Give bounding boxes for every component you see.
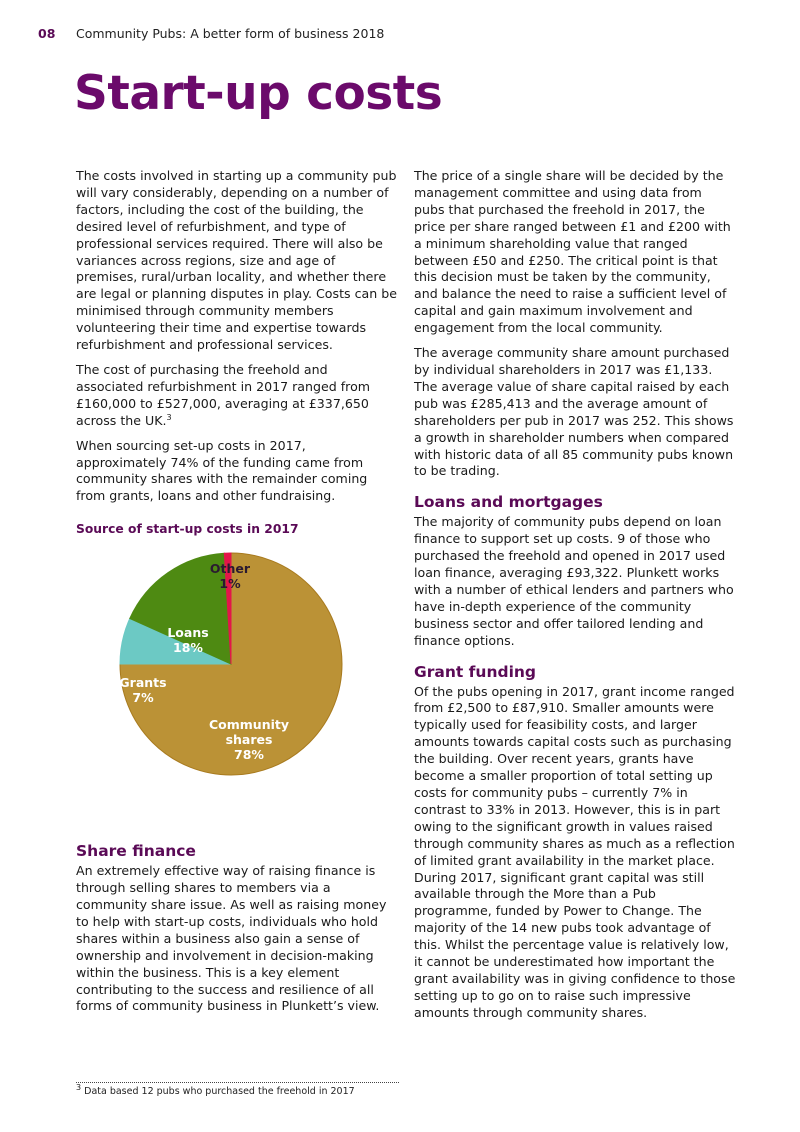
grant-funding-heading: Grant funding [414,662,537,681]
share-price-paragraph: The price of a single share will be decided by the management committee and using data from pubs that purchased the freehold in 2017, the price per share ranged between £1 and £200 with a minimum shareholding value that ranged between £50 and £250. The critical point is that this decision must be taken by the community, and balance the need to raise a sufficient level of capital and gain maximum involvement and engagement from the local community. [414,168,731,336]
footnote-divider [76,1082,399,1083]
chart-title: Source of start-up costs in 2017 [76,522,299,537]
page-number: 08 [38,26,56,41]
page-title: Start-up costs [74,66,443,121]
loans-paragraph: The majority of community pubs depend on loan finance to support set up costs. 9 of those who purchased the freehold and opened in 2017 used loan finance, averaging £93,322. Plunkett works with a number of ethical lenders and partners who have in-depth experience of the community business sector and offer tailored lending and finance options. [414,514,734,648]
pie-label-grants: Grants 7% [119,675,167,706]
pie-label-community-shares: Community shares 78% [208,717,290,763]
right-column [414,168,736,1030]
average-share-paragraph: The average community share amount purchased by individual shareholders in 2017 was £1,133. The average value of share capital raised by each pub was £285,413 and the average amount of shareholders per pub in 2017 was 252. This shows a growth in shareholder numbers when compared with historic data of all 85 community pubs known to be trading. [414,345,734,479]
pie-label-loans: Loans 18% [167,625,209,656]
footnote-marker: 3 [76,1082,82,1092]
freehold-cost-paragraph: The cost of purchasing the freehold and associated refurbishment in 2017 ranged from £160,000 to £527,000, averaging at £337,650 across the UK.$^3$ [76,361,371,428]
left-column [76,168,398,1023]
loans-heading: Loans and mortgages [414,493,603,512]
footnote-text: Data based 12 pubs who purchased the freehold in 2017 [84,1086,355,1097]
funding-sources-paragraph: When sourcing set-up costs in 2017, approximately 74% of the funding came from community shares with the remainder coming from grants, loans and other fundraising. [76,437,368,504]
footnote-ref[interactable]: 3 [166,412,172,422]
pie-chart [76,521,398,841]
grant-funding-paragraph: Of the pubs opening in 2017, grant income ranged from £2,500 to £87,910. Smaller amounts were typically used for feasibility costs, and larger amounts towards capital costs such as purchasing the building. Over recent years, grants have become a smaller proportion of total setting up costs for community pubs – currently 7% in contrast to 33% in 2013. However, this is in part owing to the significant growth in values raised through community shares as much as a reflection of limited grant availability in the market place. During 2017, significant grant capital was still available through the More than a Pub programme, funded by Power to Change. The majority of the 14 new pubs took advantage of this. Whilst the percentage value is relatively low, it cannot be underestimated how important the grant availability was in giving confidence to those setting up to go on to raise such impressive amounts through community shares. [414,683,736,1020]
footnote [76,1082,355,1097]
pie-label-other: Other 1% [209,561,251,592]
share-finance-paragraph: An extremely effective way of raising finance is through selling shares to members via a community share issue. As well as raising money to help with start-up costs, individuals who hold shares within a business also gain a sense of ownership and involvement in decision-making within the business. This is a key element contributing to the success and resilience of all forms of community business in Plunkett’s view. [76,863,387,1014]
share-finance-heading: Share finance [76,842,196,861]
intro-paragraph: The costs involved in starting up a community pub will vary considerably, depending on a number of factors, including the cost of the building, the desired level of refurbishment, and type of professional services required. There will also be variances across regions, size and age of premises, rural/urban locality, and whether there are legal or planning disputes in play. Costs can be minimised through community members volunteering their time and expertise towards refurbishment and professional services. [76,168,397,353]
running-title: Community Pubs: A better form of business 2018 [76,26,385,41]
